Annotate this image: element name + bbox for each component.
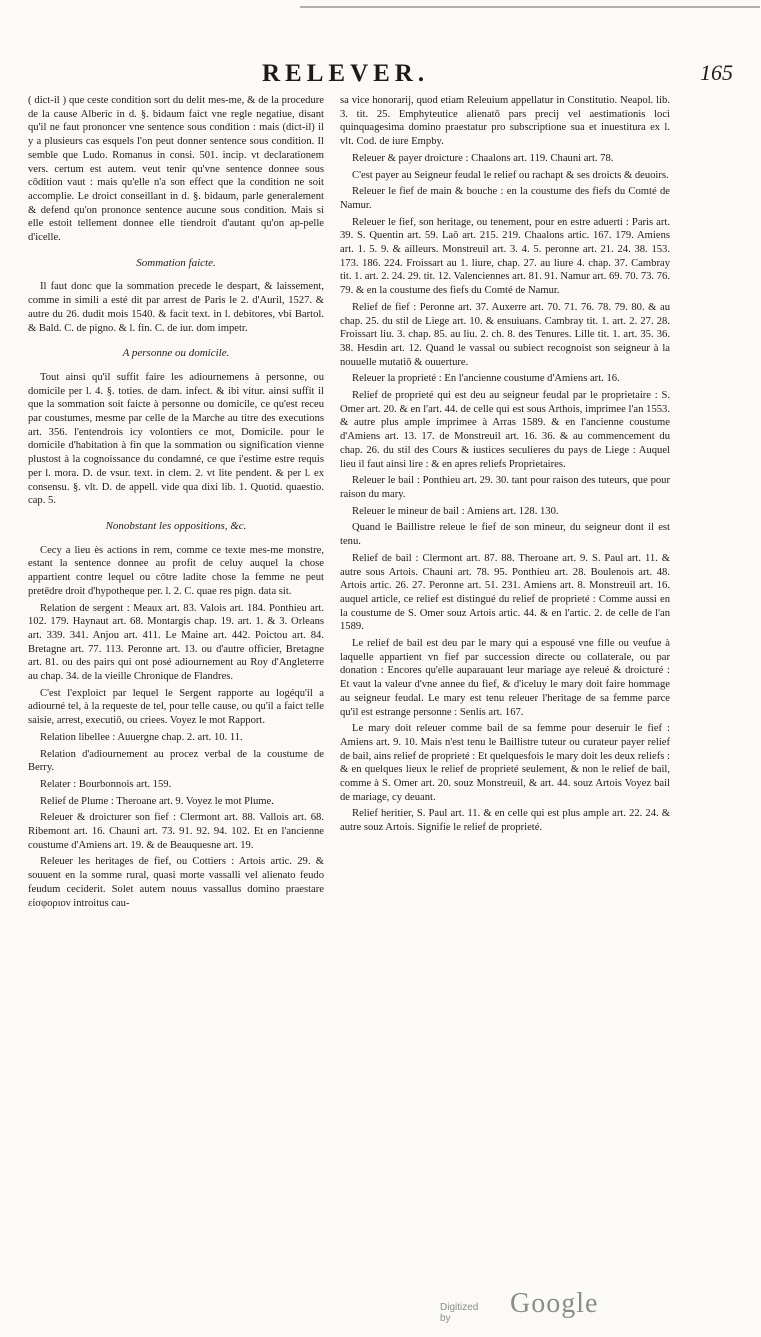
paragraph: Releuer le mineur de bail : Amiens art. 128. 130.	[352, 505, 559, 517]
paragraph: Quand le Baillistre releue le fief de son mineur, du seigneur dont il est tenu.	[340, 522, 670, 548]
page-number: 165	[700, 60, 733, 85]
page-top-edge	[300, 0, 760, 8]
paragraph: Il faut donc que la sommation precede le despart, & laissement, comme in simili a esté dit par arrest de Paris le 2. d'Auril, 1527. & autre du 26. dudit mois 1540. & facit text. in l. debitores, vbi Bartol. & Bald. C. de pigno. & l. fin. C. de iur. dom impetr.	[28, 281, 324, 334]
paragraph: Relief de bail : Clermont art. 87. 88. Theroane art. 9. S. Paul art. 11. & autre sous Artois. Chauni art. 78. 95. Ponthieu art. 28. Boulenois art. 48. Artois artic. 26. 27. Peronne art. 51. 231. Amiens art. 8. Monstreuil art. 16. auquel article, ce relief est distingué du relief de proprieté : Comme aussi en la coustume de S. Omer souz Artois artic. 44. & en l'artic. 2. de celle de l'an 1589.	[340, 552, 670, 633]
watermark-label: Digitized by	[440, 1302, 479, 1324]
google-logo: Google	[510, 1288, 599, 1319]
left-column	[28, 94, 324, 913]
paragraph: Releuer le fief de main & bouche : en la coustume des fiefs du Comté de Namur.	[340, 186, 670, 211]
section-heading: A personne ou domicile.	[122, 347, 230, 360]
paragraph: Relation libellee : Auuergne chap. 2. art. 10. 11.	[40, 731, 243, 743]
paragraph: Relation de sergent : Meaux art. 83. Valois art. 184. Ponthieu art. 102. 179. Haynaut art. 68. Montargis chap. 19. art. 1. & 3. Orleans art. 339. 341. Anjou art. 411. Le Maine art. 442. Poictou art. 84. Bretagne art. 77. 113. Peronne art. 13. ou d'autre officier, Bretagne art. 81. ou des pairs qui ont posé adiournement au Roy d'Angleterre au chap. 34. de la vieille Chronique de Flandres.	[28, 602, 324, 683]
right-column	[340, 94, 670, 838]
paragraph: Relief de Plume : Theroane art. 9. Voyez le mot Plume.	[40, 795, 274, 807]
paragraph: Relief de fief : Peronne art. 37. Auxerre art. 70. 71. 76. 78. 79. 80. & au chap. 25. du stil de Liege art. 10. & ensuiuans. Cambray tit. 1. art. 2. 27. 28. Froissart liu. 3. chap. 85. au liu. 2. ch. 8. des Tenures. Lille tit. 1. art. 35. 36. 38. Hesdin art. 12. Quand le vassal ou subiect recognoist son seigneur à la nouuelle mutatiō & ouuerture.	[340, 301, 670, 368]
page-header	[0, 58, 761, 92]
paragraph: Relief heritier, S. Paul art. 11. & en celle qui est plus ample art. 22. 24. & autre souz Artois. Signifie le relief de proprieté.	[340, 808, 670, 834]
section-heading: Nonobstant les oppositions, &c.	[105, 519, 247, 532]
paragraph: ( dict-il ) que ceste condition sort du delit mes-me, & de la procedure de la cause Alberic in d. §. bidaum faict vne regle negatiue, disant qu'il ne faut prononcer vne sentence sous condition : mais (dict-il) il y a plusieurs cas esquels l'on peut donner sentence sous condition. Il semble que Ludo. Romanus in consi. 501. incip. vt declarationem vers. certum est autem. veut tenir qu'vne sentence donnee sous cōdition vaut : mais qu'elle n'a son effect que la condition ne soit accomplie. Le droict conseillant in d. §. bidaum, parle generalement & defend qu'on prononce sentence aucune sous condition. Mais si elle estoit tellement donnee elle tiendroit d'autant qu'on ap-pelle d'icelle.	[28, 95, 324, 244]
paragraph: Releuer les heritages de fief, ou Cottiers : Artois artic. 29. & souuent en la somme rural, quasi morte vassalli vel alienato feudo feudum ceciderit. Solet autem nouus vassallus domino praestare εἰσφοριον introitus cau-	[28, 856, 324, 909]
paragraph: Tout ainsi qu'il suffit faire les adiournemens à personne, ou domicile per l. 4. §. toties. de dam. infect. & ibi vitur. ainsi suffit il que la sommation soit faicte à personne ou domicile, ce qu'est receu par coustumes, mesme par celle de la Marche au titre des executions art. 356. l'entendrois icy volontiers ce mot, Domicile. pour le domicile d'habitation à fin que la sommation ou signification vienne plustost à la cognoissance du condamné, ce que i'estime estre requis per l. mora. D. de vsur. text. in clem. 2. vt lite pendent. & per l. ex consensu. §. vlt. D. de appell. vide qua dixi lib. 1. Quotid. quaestio. cap. 5.	[28, 371, 324, 507]
running-title: RELEVER.	[262, 60, 430, 87]
paragraph: Relation d'adiournement au procez verbal de la coustume de Berry.	[28, 748, 324, 774]
paragraph: Le relief de bail est deu par le mary qui a espousé vne fille ou veufue à laquelle appartient vn fief par succession directe ou collaterale, ou par donation : Encores qu'elle auparauant leur mariage aye releué & droicturé : Et vaut la valeur d'vne annee du fief, & d'iceluy le mary doit faire hommage au seigneur feudal. Le mary est tenu releuer l'heritage de sa femme parce qu'il est estrange personne : Senlis art. 167.	[340, 638, 670, 718]
paragraph: Relater : Bourbonnois art. 159.	[40, 778, 172, 790]
paragraph: sa vice honorarij, quod etiam Releuium appellatur in Constitutio. Neapol. lib. 3. tit. 25. Emphyteutice alienatō pars precij vel aestimationis loci quinquagesima domino praestatur pro subscriptione sua et inuestitura ex l. vlt. Cod. de iure Empby.	[340, 95, 670, 148]
paragraph: Releuer le bail : Ponthieu art. 29. 30. tant pour raison des tuteurs, que pour raison du mary.	[340, 475, 670, 500]
paragraph: C'est l'exploict par lequel le Sergent rapporte au logéqu'il a adiourné tel, à la requeste de tel, pour telle cause, ou qu'il a faict telle saisie, arrest, executiō, ou criees. Voyez le mot Rapport.	[28, 687, 324, 727]
paragraph: Le mary doit releuer comme bail de sa femme pour deseruir le fief : Amiens art. 9. 10. Mais n'est tenu le Baillistre tuteur ou curateur payer relief de bail, ains relief de proprieté : Et quelquesfois le mary doit les deux reliefs : & en quelques lieux le relief de proprieté seulement, & non le relief de bail, comme à S. Omer art. 20. souz Monstreuil, & art. 44. souz Artois Voyez bail de mariage, cy deuant.	[340, 723, 670, 803]
paragraph: Releuer le fief, son heritage, ou tenement, pour en estre aduerti : Paris art. 39. S. Quentin art. 59. Laō art. 215. 219. Chaalons artic. 167. 179. Amiens art. 1. 5. 9. & ailleurs. Monstreuil art. 3. 4. 5. peronne art. 21. 24. 38. 153. 173. 186. 224. Froissart au 1. liure, chap. 27. au liure 4. chap. 37. Cambray tit. 1. art. 2. 24. 29. tit. 12. Valenciennes art. 81. 91. Namur art. 69. 70. 73. 76. 79. & en la coustume des fiefs du Comté de Namur.	[340, 216, 670, 297]
paragraph: Relief de proprieté qui est deu au seigneur feudal par le proprietaire : S. Omer art. 20. & en l'art. 44. de celle qui est sous Arthois, imprimee l'an 1553. & autre plus ample imprimee à Arras 1589. & en l'ancienne coustume d'Amiens art. 13. 17. de Monstreuil art. 16. 36. & au commencement du chap. 26. du stil des Cours & iustices seculieres du pays de Liege : Auquel lieu il faut ainsi lire : & en apres reliefs Proprietaires.	[340, 390, 670, 470]
paragraph: Cecy a lieu ès actions in rem, comme ce texte mes-me monstre, estant la sentence donnee au profit de celuy auquel la chose appartient contre lequel ou cōtre ladite chose la femme ne peut pretēdre droit d'hypotheque per. l. 2. C. quae res pign. data sit.	[28, 544, 324, 597]
paragraph: C'est payer au Seigneur feudal le relief ou rachapt & ses droicts & deuoirs.	[352, 169, 669, 181]
paragraph: Releuer & droicturer son fief : Clermont art. 88. Vallois art. 68. Ribemont art. 16. Chauni art. 73. 91. 92. 94. 102. Et en l'ancienne coustume d'Amiens art. 19. & de Beauquesne art. 19.	[28, 812, 324, 851]
paragraph: Releuer la proprieté : En l'ancienne coustume d'Amiens art. 16.	[352, 373, 620, 385]
paragraph: Releuer & payer droicture : Chaalons art. 119. Chauni art. 78.	[352, 152, 614, 164]
section-heading: Sommation faicte.	[136, 256, 216, 269]
